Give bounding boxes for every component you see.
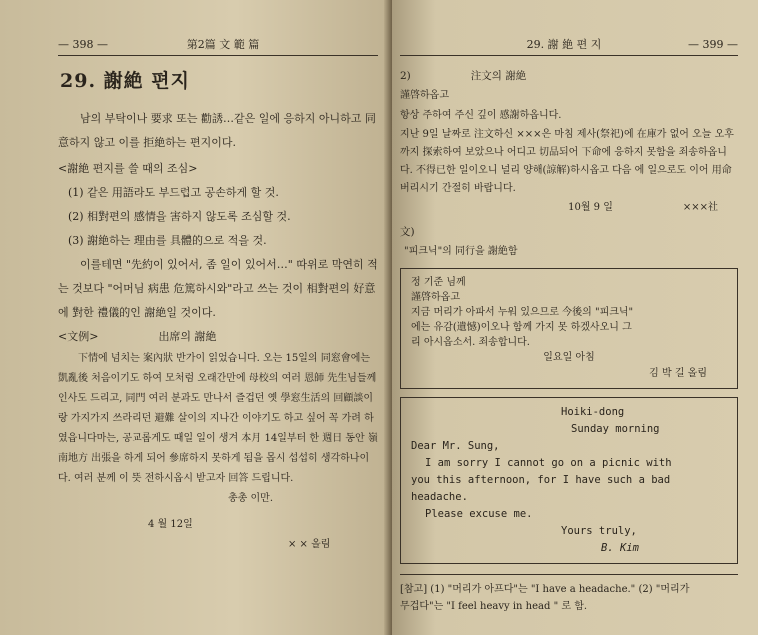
box1-line-3: 지금 머리가 아파서 누워 있으므로 今後의 "피크닉": [411, 307, 634, 318]
footnote-line-1: [참고] (1) "머리가 아프다"는 "I have a headache." (2) "머리가: [400, 584, 690, 595]
section2-title: "피크닉"의 同行을 謝絶함: [404, 246, 518, 257]
left-page-header: [58, 36, 378, 56]
box2-body-2: you this afternoon, for I have such a bad: [411, 474, 671, 486]
box2-signature: B. Kim: [601, 542, 639, 554]
box2-place: Hoiki-dong: [561, 406, 625, 418]
english-letter-box: [400, 397, 738, 564]
chapter-title: 29. 謝絶 편지: [60, 70, 190, 92]
example-date: 4 월 12일: [148, 519, 193, 530]
example-heading-row: [58, 325, 378, 349]
section1-label: 2): [400, 70, 411, 82]
section1-heading-row: [400, 66, 738, 86]
box1-line-4: 에는 유감(遺憾)이오나 함께 가지 못 하겠사오니 그: [411, 322, 632, 333]
box2-excuse: Please excuse me.: [425, 508, 533, 520]
right-running-head: 29. 謝 絶 편 지: [526, 38, 602, 51]
footnote-line-2: 무겁다"는 "I feel heavy in head " 로 함.: [400, 601, 588, 612]
section2-heading-row: [400, 222, 738, 242]
example-closing: 총총 이만.: [228, 493, 273, 504]
section1-title: 注文의 謝絶: [470, 70, 527, 82]
example-note: 이를테면 "先約이 있어서, 좀 일이 있어서…" 따위로 막연히 적는 것보다 "어머님 病患 危篤하시와"라고 쓰는 것이 相對편의 好意에 對한 禮儀的인 謝絶일 것이다.: [58, 258, 378, 319]
example-label: <文例>: [58, 330, 99, 343]
section2-label: 文): [400, 226, 415, 238]
box2-body-1: I am sorry I cannot go on a picnic with: [425, 457, 672, 469]
section1-line-1: 謹啓하옵고: [400, 90, 449, 101]
box1-line-1: 정 기준 님께: [411, 277, 466, 288]
box1-line-6: 일요일 아침: [543, 352, 595, 363]
footnote: [400, 574, 738, 615]
right-page: [392, 0, 758, 635]
box2-greeting: Dear Mr. Sung,: [411, 440, 500, 452]
example-title: 出席의 謝絶: [158, 330, 217, 343]
section1-line-3: 지난 9일 날짜로 注文하신 ×××은 마침 제사(祭祀)에 在庫가 없어 오늘 오후까지 探索하여 보았으나 어디고 切品되어 下命에 응하지 못함을 죄송하옵니다. 不得已한 일이오니 널리 양해(諒解)하시옵고 다음 에 일으로도 이어 用命 버리시기 간절히 바랍니다.: [400, 129, 734, 194]
rule-3: (3) 謝絶하는 理由를 具體的으로 적을 것.: [68, 234, 267, 247]
example-body: 下情에 넘치는 案內狀 반가이 읽었습니다. 오는 15일의 同窓會에는 凱亂後 처음이기도 하여 모처럼 오래간만에 母校의 여러 恩師 先生님들께 인사도 드리고, 同門 여러 분과도 만나서 즐겁던 옛 學窓生活의 回顧談이랑 가지가지 쓰라리던 避難 살이의 지나간 이야기도 하고 싶어 꼭 가려 하였읍니다마는, 공교롭게도 때일 일이 생겨 本月 14일부터 한 週日 동안 嶺南地方 出張을 하게 되어 參席하지 못하게 됨을 몹시 섭섭히 생각하나이다. 여러 분께 이 뜻 전하시옵시 받고자 回答 드립니다.: [58, 353, 378, 484]
section1-date: 10월 9 일: [568, 202, 613, 213]
section1-line-2: 항상 주하여 주신 깊이 感謝하옵니다.: [400, 110, 562, 121]
right-page-header: [400, 36, 738, 56]
section1-sign-row: [400, 198, 718, 218]
box2-time: Sunday morning: [571, 423, 660, 435]
right-page-number: — 399 —: [687, 37, 738, 51]
box1-sender: 김 박 길 올림: [649, 368, 707, 379]
box1-line-2: 謹啓하옵고: [411, 292, 460, 303]
korean-letter-box: [400, 268, 738, 389]
intro-paragraph: 남의 부탁이나 要求 또는 勸誘…같은 일에 응하지 아니하고 同意하지 않고 이를 拒絶하는 편지이다.: [58, 112, 376, 149]
example-sender: × × 올림: [288, 539, 331, 550]
rule-1: (1) 같은 用語라도 부드럽고 공손하게 할 것.: [68, 186, 279, 199]
section-heading: <謝絶 편지를 쓸 때의 조심>: [58, 162, 198, 175]
box2-body-3: headache.: [411, 491, 468, 503]
box2-closing: Yours truly,: [561, 525, 637, 537]
box1-line-5: 리 아시옵소서. 죄송합니다.: [411, 337, 530, 348]
left-page-number: — 398 —: [58, 37, 108, 51]
left-running-head: 第2篇 文 範 篇: [186, 38, 260, 51]
rule-2: (2) 相對편의 感情을 害하지 않도록 조심할 것.: [68, 210, 291, 223]
section1-sender: ×××社: [682, 202, 718, 213]
